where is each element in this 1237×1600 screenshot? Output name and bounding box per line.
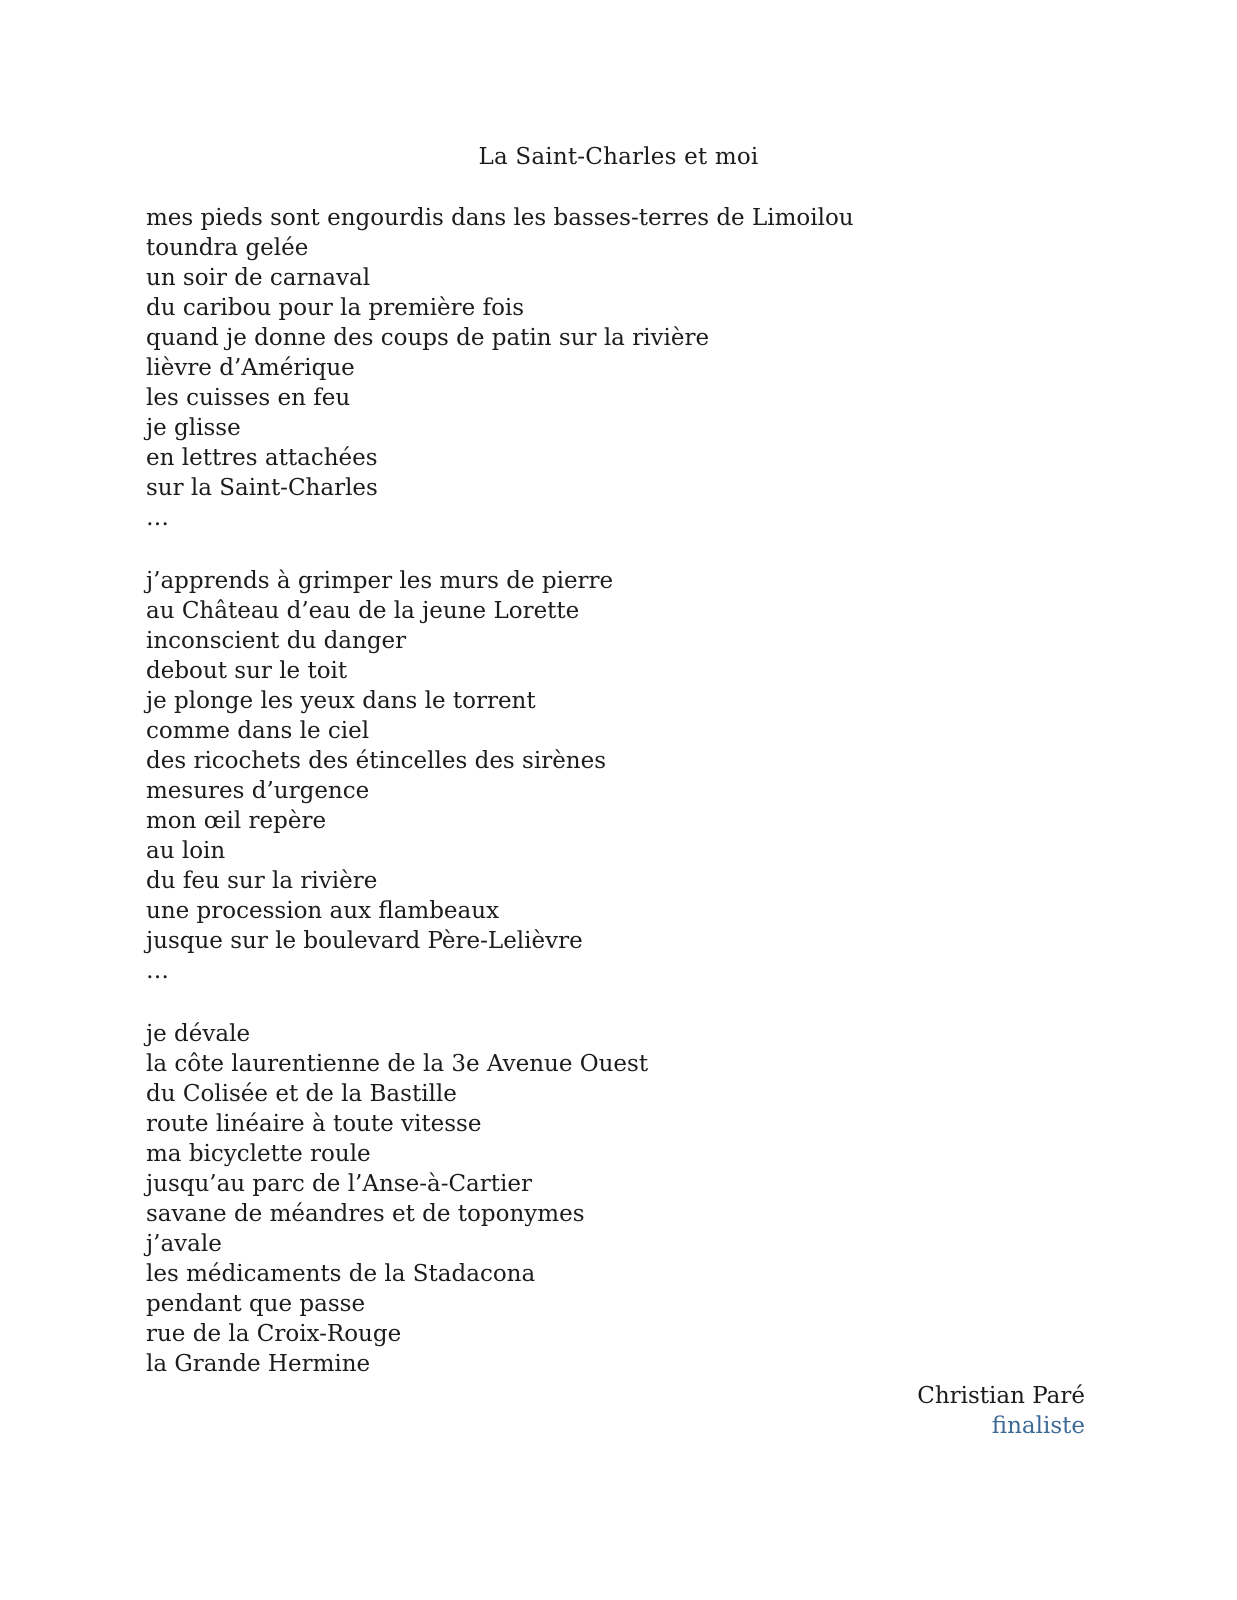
poem-line: au loin — [146, 838, 226, 864]
poem-line: mon œil repère — [146, 808, 327, 834]
poem-line: un soir de carnaval — [146, 265, 371, 291]
stanza-1 — [146, 203, 854, 533]
poem-line: toundra gelée — [146, 235, 309, 261]
author-name: Christian Paré — [917, 1383, 1085, 1409]
poem-line: route linéaire à toute vitesse — [146, 1111, 482, 1137]
poem-line: rue de la Croix-Rouge — [146, 1321, 402, 1347]
poem-line: j’apprends à grimper les murs de pierre — [146, 568, 614, 594]
poem-line: comme dans le ciel — [146, 718, 370, 744]
poem-line: jusqu’au parc de l’Anse-à-Cartier — [146, 1171, 532, 1197]
poem-line: quand je donne des coups de patin sur la rivière — [146, 325, 710, 351]
poem-line: lièvre d’Amérique — [146, 355, 355, 381]
poem-line: je glisse — [146, 415, 241, 441]
poem-line: ma bicyclette roule — [146, 1141, 371, 1167]
poem-line: mes pieds sont engourdis dans les basses-terres de Limoilou — [146, 205, 854, 231]
poem-line: je plonge les yeux dans le torrent — [146, 688, 536, 714]
poem-line: j’avale — [146, 1231, 222, 1257]
poem-line: les médicaments de la Stadacona — [146, 1261, 536, 1287]
poem-line: debout sur le toit — [146, 658, 348, 684]
poem-line: sur la Saint-Charles — [146, 475, 378, 501]
poem-line: une procession aux flambeaux — [146, 898, 500, 924]
poem-line: la côte laurentienne de la 3e Avenue Ouest — [146, 1051, 649, 1077]
poem-line: je dévale — [146, 1021, 251, 1047]
poem-line: pendant que passe — [146, 1291, 366, 1317]
poem-line: jusque sur le boulevard Père-Lelièvre — [146, 928, 583, 954]
stanza-2 — [146, 566, 613, 986]
poem-line: en lettres attachées — [146, 445, 378, 471]
poem-line: inconscient du danger — [146, 628, 407, 654]
poem-line: du caribou pour la première fois — [146, 295, 525, 321]
ellipsis-line: … — [146, 505, 169, 531]
poem-line: des ricochets des étincelles des sirènes — [146, 748, 607, 774]
poem-line: la Grande Hermine — [146, 1351, 371, 1377]
poem-line: savane de méandres et de toponymes — [146, 1201, 585, 1227]
poem-line: au Château d’eau de la jeune Lorette — [146, 598, 580, 624]
poem-title: La Saint-Charles et moi — [478, 144, 759, 170]
poem-line: du feu sur la rivière — [146, 868, 378, 894]
poem-line: mesures d’urgence — [146, 778, 370, 804]
poem-line: les cuisses en feu — [146, 385, 351, 411]
signature-block — [917, 1381, 1085, 1441]
stanza-3 — [146, 1019, 648, 1379]
poem-line: du Colisée et de la Bastille — [146, 1081, 457, 1107]
award-status: finaliste — [991, 1413, 1085, 1439]
ellipsis-line: … — [146, 958, 169, 984]
